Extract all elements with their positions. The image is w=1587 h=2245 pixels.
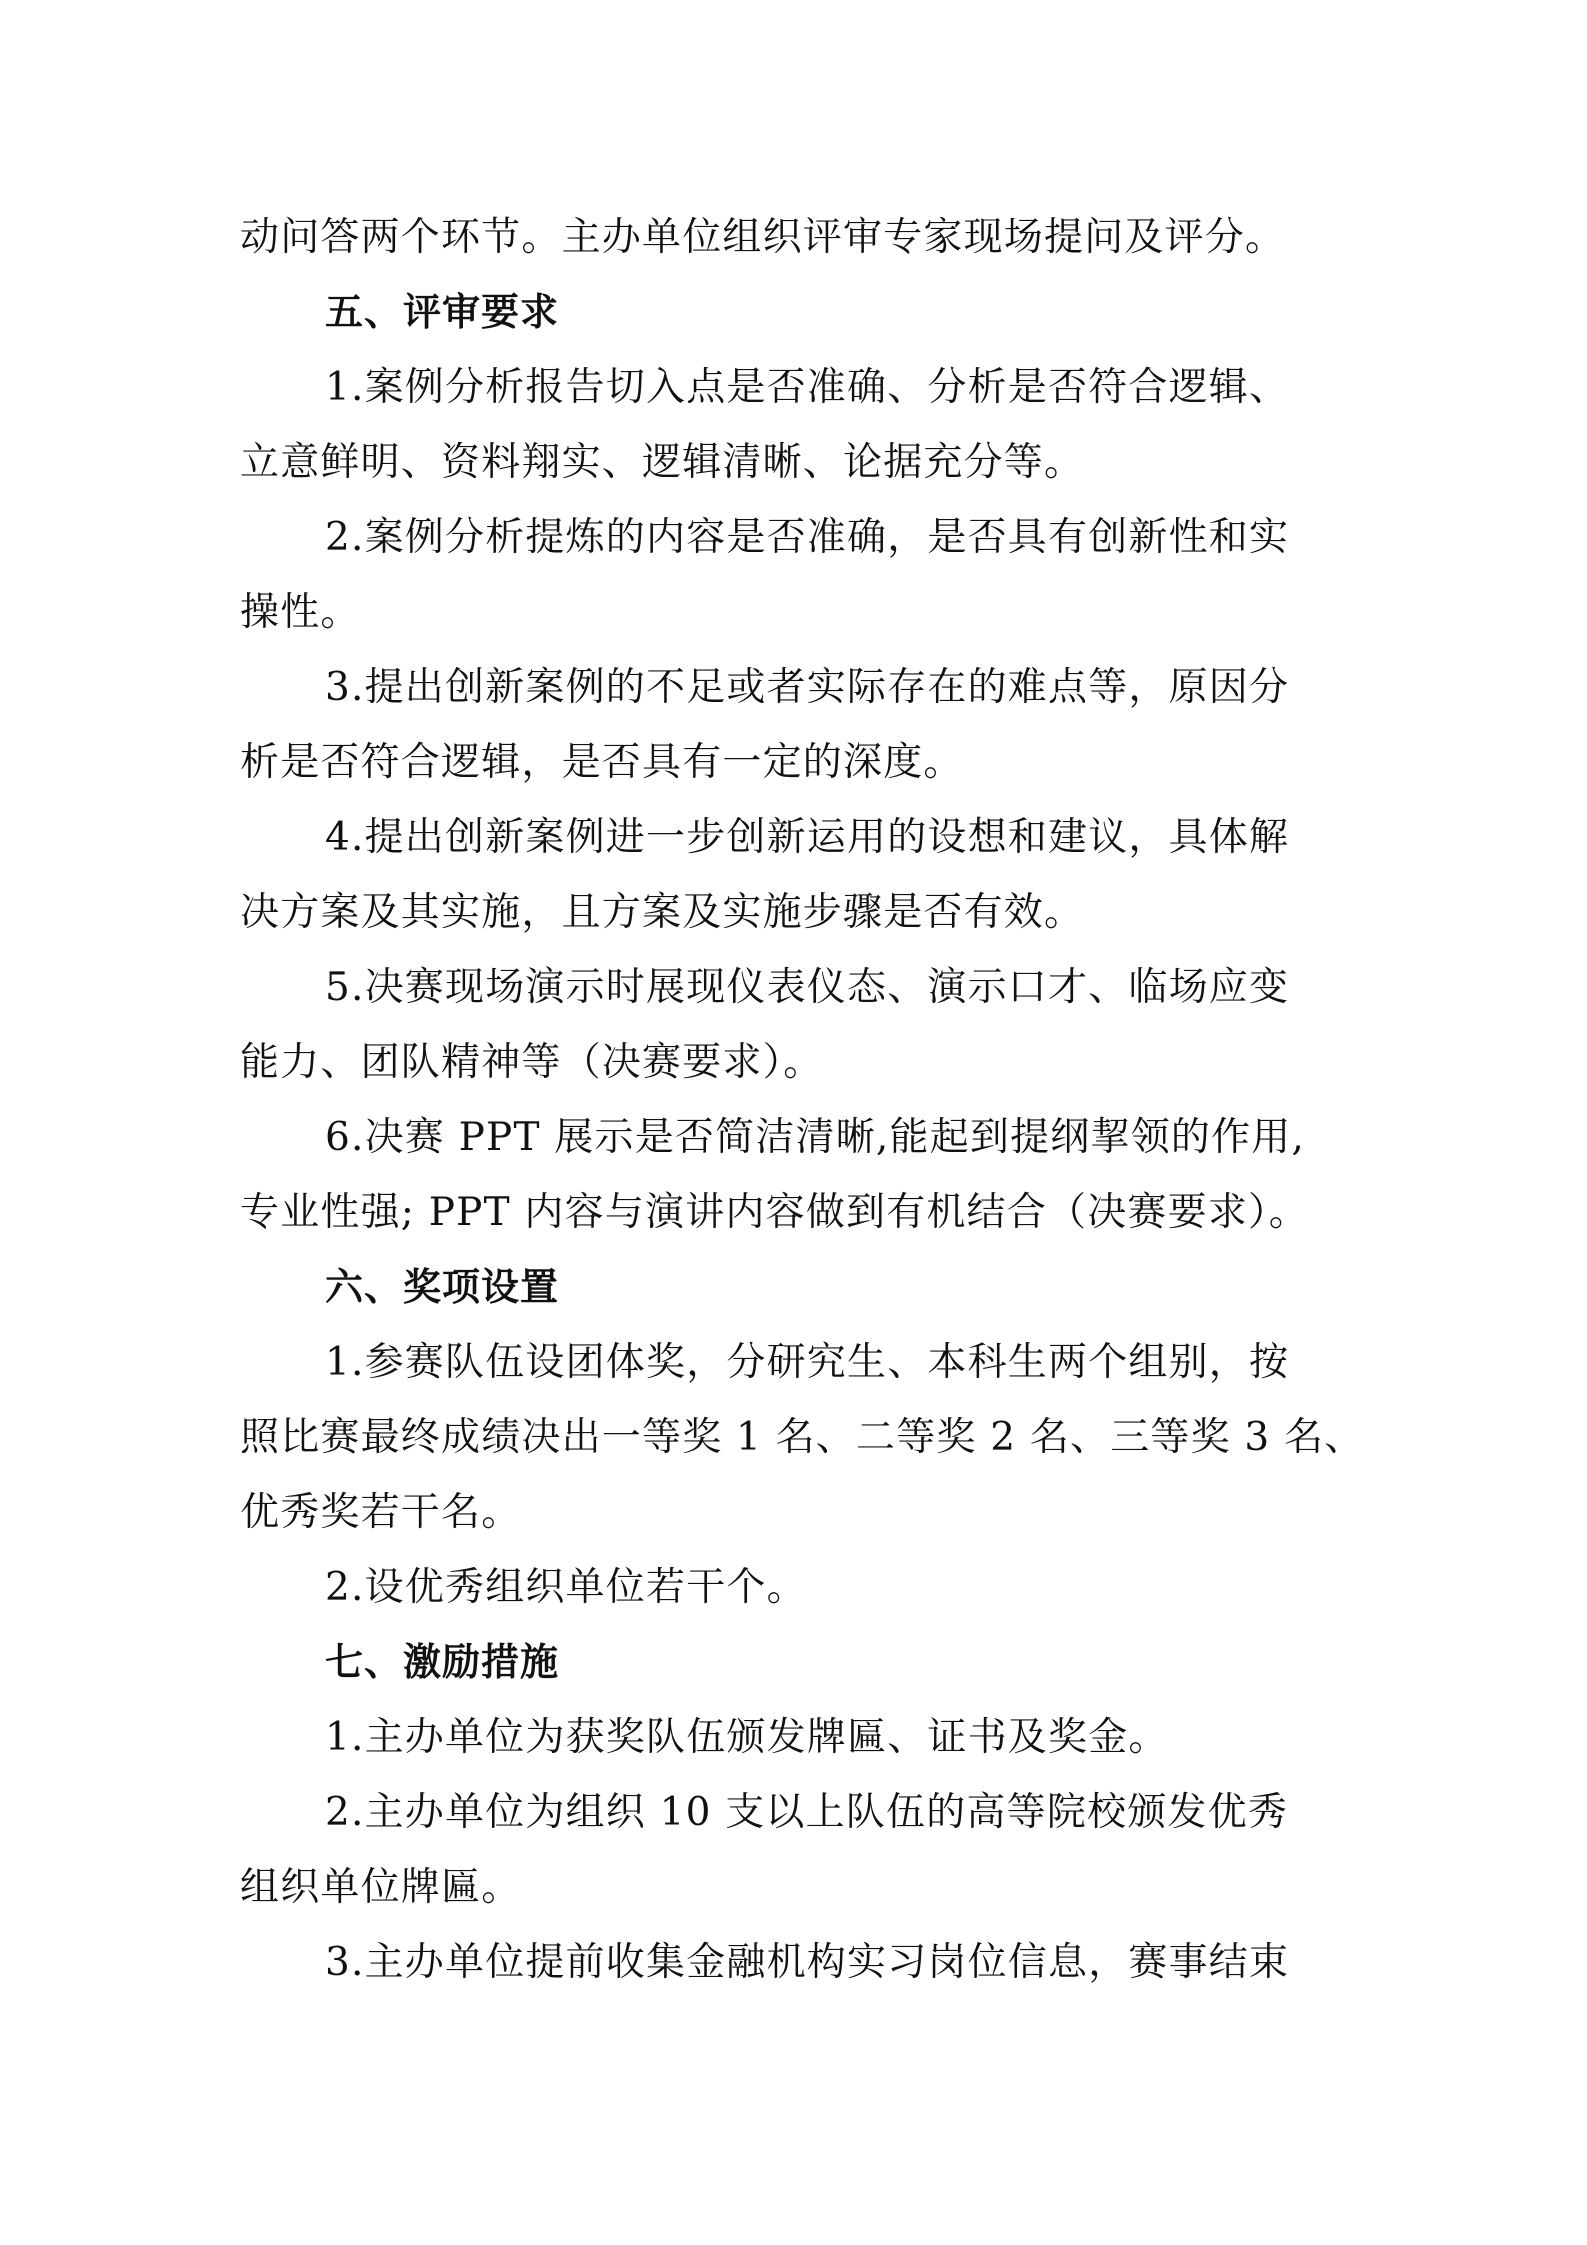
paragraph-line: 2.主办单位为组织 10 支以上队伍的高等院校颁发优秀 (325, 1790, 1289, 1835)
paragraph-line: 专业性强; PPT 内容与演讲内容做到有机结合（决赛要求）。 (240, 1190, 1309, 1235)
paragraph-line: 1.参赛队伍设团体奖，分研究生、本科生两个组别，按 (325, 1340, 1290, 1385)
section-heading-review-requirements: 五、评审要求 (325, 290, 560, 334)
paragraph-line: 5.决赛现场演示时展现仪表仪态、演示口才、临场应变 (325, 965, 1290, 1010)
paragraph-line: 立意鲜明、资料翔实、逻辑清晰、论据充分等。 (240, 440, 1085, 485)
section-heading-incentives: 七、激励措施 (325, 1640, 560, 1684)
paragraph-line: 决方案及其实施，且方案及实施步骤是否有效。 (240, 890, 1085, 935)
paragraph-line: 动问答两个环节。主办单位组织评审专家现场提问及评分。 (240, 215, 1286, 260)
paragraph-line: 析是否符合逻辑，是否具有一定的深度。 (240, 740, 964, 785)
paragraph-line: 3.主办单位提前收集金融机构实习岗位信息，赛事结束 (325, 1940, 1290, 1985)
paragraph-line: 1.案例分析报告切入点是否准确、分析是否符合逻辑、 (325, 365, 1290, 410)
paragraph-line: 4.提出创新案例进一步创新运用的设想和建议，具体解 (325, 815, 1290, 860)
paragraph-line: 2.案例分析提炼的内容是否准确，是否具有创新性和实 (325, 515, 1290, 560)
paragraph-line: 2.设优秀组织单位若干个。 (325, 1565, 807, 1610)
paragraph-line: 优秀奖若干名。 (240, 1490, 522, 1535)
paragraph-line: 3.提出创新案例的不足或者实际存在的难点等，原因分 (325, 665, 1290, 710)
section-heading-awards: 六、奖项设置 (325, 1265, 560, 1309)
paragraph-line: 照比赛最终成绩决出一等奖 1 名、二等奖 2 名、三等奖 3 名、 (240, 1415, 1365, 1460)
document-page (240, 200, 1365, 2000)
paragraph-line: 组织单位牌匾。 (240, 1865, 522, 1910)
paragraph-line: 操性。 (240, 590, 361, 635)
paragraph-line: 1.主办单位为获奖队伍颁发牌匾、证书及奖金。 (325, 1715, 1169, 1760)
paragraph-line: 能力、团队精神等（决赛要求）。 (240, 1040, 824, 1085)
paragraph-line: 6.决赛 PPT 展示是否简洁清晰,能起到提纲挈领的作用, (325, 1115, 1306, 1160)
